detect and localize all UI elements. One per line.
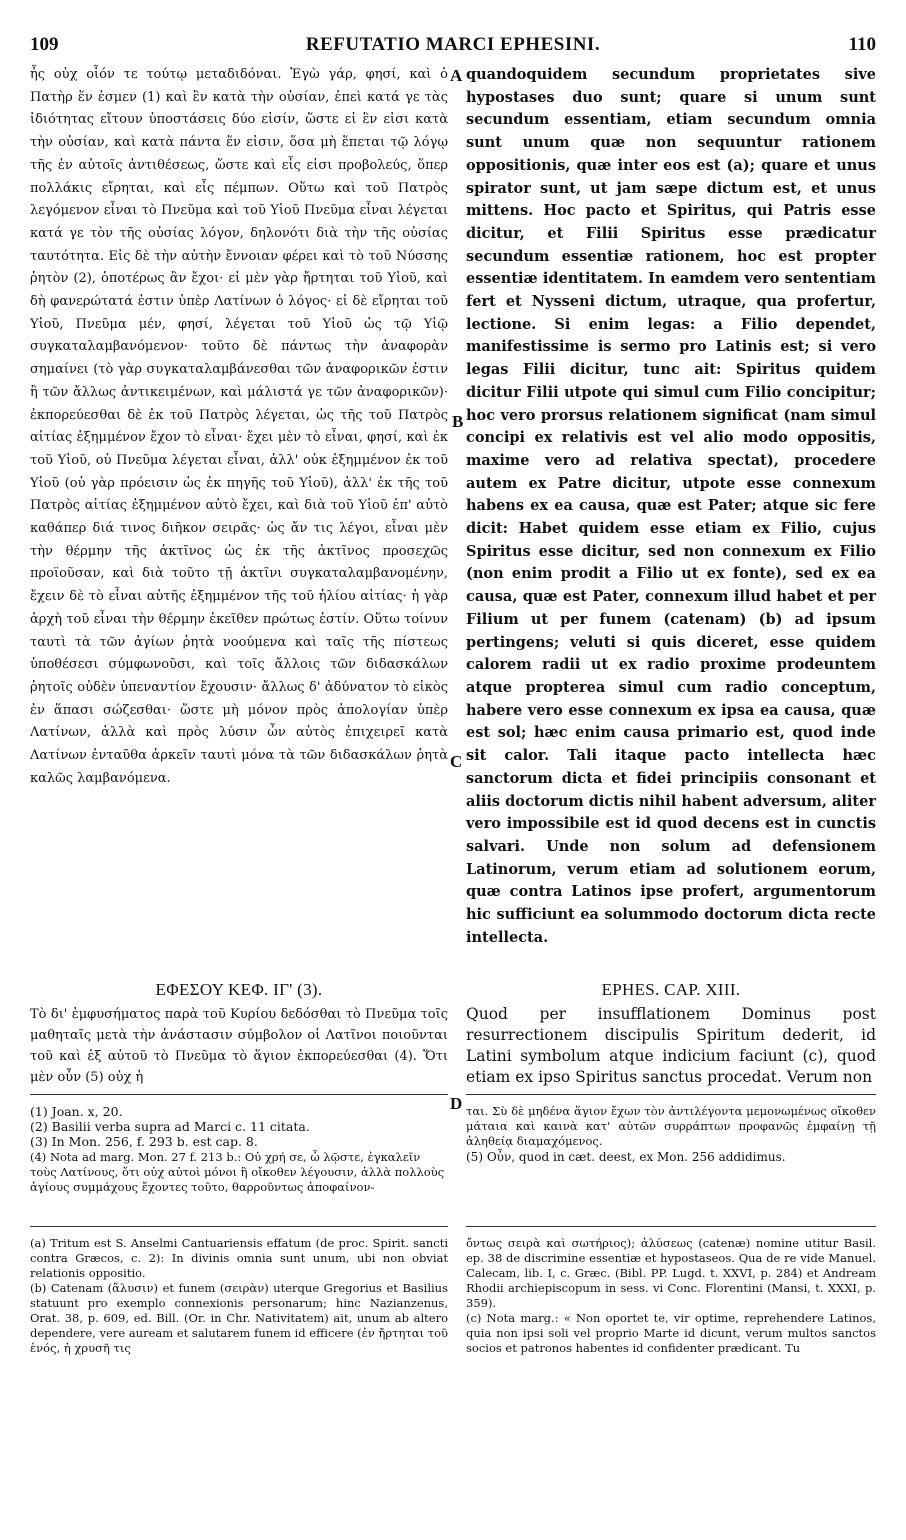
note-2: (2) Basilii verba supra ad Marci c. 11 citata. (30, 1119, 310, 1135)
footnote-a: (a) Tritum est S. Anselmi Cantuariensis effatum (de proc. Spirit. sancti contra Græcos, c. 2): In divinis omnia sunt unum, ubi non obviat relationis oppositio. (30, 1236, 448, 1280)
notes-rule-left (30, 1094, 448, 1095)
footnotes-rule-right (466, 1226, 876, 1227)
notes-right (466, 1104, 876, 1165)
greek-text-second: Τὸ δι' ἐμφυσήματος παρὰ τοῦ Κυρίου δεδόσθαι τὸ Πνεῦμα τοῖς μαθηταῖς μετὰ τὴν ἀνάστασιν σύμβολον οἱ Λατῖνοι ποιοῦνται τοῦ καὶ ἐξ αὐτοῦ τὸ Πνεῦμα τὸ ἅγιον ἐκπορεύεσθαι (4). Ὅτι μὲν οὖν (5) οὐχ ἡ (30, 1007, 448, 1085)
footnote-c: (c) Nota marg.: « Non oportet te, vir optime, reprehendere Latinos, quia non ipsi soli vel proprio Marte id dicunt, verum multos sanctos socios et patronos habentes id confidenter prædicant. Tu (466, 1311, 876, 1355)
note-4: (4) Nota ad marg. Mon. 27 f. 213 b.: Οὐ χρή σε, ὦ λῷστε, ἐγκαλεῖν τοὺς Λατίνους, ὅτι οὐχ αὐτοὶ μόνοι ἢ οἴκοθεν λέγουσιν, ἀλλὰ πολλοὺς ἁγίους συμμάχους ἔχοντες τοῦτο, θαρροῦντως ἀποφαίνον- (30, 1149, 445, 1195)
latin-text-main: quandoquidem secundum proprietates sive hypostases duo sunt; quare si unum sunt secundum essentiam, etiam secundum omnia sunt unum quæ non sequuntur rationem oppositionis, quæ inter eos est (a); quare et unus spirator sunt, ut jam sæpe dictum est, et unus mittens. Hoc pacto et Spiritus, qui Patris esse dicitur, et Filii Spiritus esse prædicatur secundum essentiæ rationem, hoc est propter essentiæ identitatem. In eamdem vero sententiam fert et Nysseni dictum, utraque, qua profertur, lectione. Si enim legas: a Filio dependet, manifestissime is sermo pro Latinis est; si vero legas Filii dicitur, tunc ait: Spiritus quidem dicitur Filii utpote qui simul cum Filio concipitur; hoc vero prorsus relationem significat (nam simul concipi ex relativis est vel alio modo oppositis, maxime vero ad relativa spectat), procedere autem ex Patre dicitur, utpote esse connexum habens ex ea causa, quæ est Pater; atque sic fere dicit: Habet quidem esse etiam ex Filio, cujus Spiritus esse dicitur, sed non connexum ex Filio (non enim prodit a Filio ut ex fonte), sed ex ea causa, quæ est Pater, connexum illud habet et per Filium ut per funem (catenam) (b) ad ipsum pertingens; veluti si quis diceret, esse quidem calorem radii ut ex radio proxime prodeuntem atque propterea simul cum radio conceptum, habere vero esse connexum ex ipsa ea causa, quæ est sol; hæc enim causa primario est, quod inde sit calor. Tali itaque pacto intellecta hæc sanctorum dicta et fidei principiis consonant et aliis doctorum dictis nihil habent adversum, aliter vero impossibile est id quod decens est in cunctis salvari. Unde non solum ad defensionem Latinorum, verum etiam ad solutionem eorum, quæ contra Latinos ipse profert, argumentorum hic sufficiunt ea solummodo doctorum dicta recte intellecta. (466, 66, 876, 946)
footnotes-left (30, 1236, 448, 1356)
notes-rule-right (466, 1094, 876, 1095)
margin-letter-a: A (450, 66, 463, 85)
page-number-left: 109 (30, 34, 59, 55)
notes-left (30, 1104, 448, 1195)
running-title: REFUTATIO MARCI EPHESINI. (305, 34, 601, 55)
section-heading-greek: ΕΦΕΣΟΥ ΚΕΦ. ΙΓ' (3). (155, 980, 323, 999)
running-header (30, 34, 876, 60)
margin-letter-d: D (450, 1094, 463, 1113)
greek-column-main (30, 64, 448, 791)
latin-column-second (466, 1004, 876, 1088)
note-5: (5) Οὖν, quod in cæt. deest, ex Mon. 256 addidimus. (466, 1149, 786, 1164)
note-3: (3) In Mon. 256, f. 293 b. est cap. 8. (30, 1134, 258, 1150)
page-number-right: 110 (848, 34, 876, 55)
note-4-continued: ται. Σὺ δὲ μηδένα ἅγιον ἔχων τὸν ἀντιλέγοντα μεμονωμένως οἴκοθεν μάταια καὶ καινὰ κατ' αὐτῶν συρράπτων προφανῶς ἐμφαίνῃ τῇ ἀληθείᾳ διαμαχόμενος. (466, 1104, 876, 1149)
latin-column-main (466, 64, 876, 949)
footnotes-rule-left (30, 1226, 448, 1227)
greek-column-second (30, 1004, 448, 1088)
margin-letter-b: B (452, 412, 464, 431)
latin-text-second: Quod per insufflationem Dominus post resurrectionem discipulis Spiritum dederit, id Latini symbolum atque indicium faciunt (c), quod etiam ex ipso Spiritus sanctus procedat. Verum non (466, 1005, 876, 1086)
footnote-b: (b) Catenam (ἅλυσιν) et funem (σειρὰν) uterque Gregorius et Basilius statuunt pro exemplo connexionis personarum; hinc Nazianzenus, Orat. 38, p. 609, ed. Bill. (Or. in Chr. Nativitatem) ait, unum ab altero dependere, vere auream et salutarem funem id efficere (ἐν ἤρτηται τοῦ ἑνός, ἡ χρυσῆ τις (30, 1281, 448, 1355)
footnote-b-continued: ὄντως σειρὰ καὶ σωτήριος); ἀλύσεως (catenæ) nomine utitur Basil. ep. 38 de discrimine essentiæ et hypostaseos. Qua de re vide Manuel. Calecam, lib. I, c. Græc. (Bibl. PP. Lugd. t. XXVI, p. 284) et Andream Rhodii archiepiscopum in sess. vi Conc. Florentini (Mansi, t. XXXI, p. 359). (466, 1236, 876, 1310)
footnotes-right (466, 1236, 876, 1356)
section-heading-latin: EPHES. CAP. XIII. (601, 980, 741, 999)
greek-text-main: ἧς οὐχ οἷόν τε τούτῳ μεταδιδόναι. Ἐγὼ γάρ, φησί, καὶ ὁ Πατὴρ ἕν ἐσμεν (1) καὶ ἓν κατὰ τὴν οὐσίαν, ἐπεὶ κατά γε τὰς ἰδιότητας εἴτουν ὑποστάσεις δύο εἰσίν, ὥστε εἰ ἓν εἰσι κατὰ τὴν οὐσίαν, καὶ κατὰ πάντα ἕν εἰσιν, ὅσα μὴ ἕπεται τῷ λόγῳ τῆς ἐν αὐτοῖς ἀντιθέσεως, ὥστε καὶ εἷς εἰσι προβολεύς, ὅπερ πολλάκις εἴρηται, καὶ εἷς πέμπων. Οὕτω καὶ τοῦ Πατρὸς λεγόμενον εἶναι τὸ Πνεῦμα καὶ τοῦ Υἱοῦ Πνεῦμα εἶναι λέγεται κατά γε τὸν τῆς οὐσίας λόγον, δηλονότι διὰ τὴν τῆς οὐσίας ταυτότητα. Εἰς δὲ τὴν αὐτὴν ἔννοιαν φέρει καὶ τὸ τοῦ Νύσσης ῥητὸν (2), ὁποτέρως ἂν ἔχοι· εἰ μὲν γὰρ ἤρτηται τοῦ Υἱοῦ, καὶ δὴ φανερώτατά ἐστιν ὑπὲρ Λατίνων ὁ λόγος· εἰ δὲ εἴρηται τοῦ Υἱοῦ, Πνεῦμα μέν, φησί, λέγεται τοῦ Υἱοῦ ὡς τῷ Υἱῷ συγκαταλαμβανόμενον· τοῦτο δὲ πάντως τὴν ἀναφορὰν σημαίνει (τὸ γὰρ συγκαταλαμβάνεσθαι τῶν ἀναφορικῶν ἐστιν ἢ τῶν ἄλλως ἀντικειμένων, καὶ μάλιστά γε τῶν ἀναφορικῶν)· ἐκπορεύεσθαι δὲ ἐκ τοῦ Πατρὸς λέγεται, ὡς τῆς τοῦ Πατρὸς αἰτίας ἐξημμένον ἔχον τὸ εἶναι· ἔχει μὲν τὸ εἶναι, φησί, καὶ ἐκ τοῦ Υἱοῦ, οὐ Πνεῦμα λέγεται εἶναι, ἀλλ' οὐκ ἐξημμένον ἐκ τοῦ Υἱοῦ (οὐ γὰρ πρόεισιν ὡς ἐκ πηγῆς τοῦ Υἱοῦ), ἀλλ' ἐκ τῆς τοῦ Πατρὸς αἰτίας ἐξημμένον αὐτὸ ἔχει, καὶ διὰ τοῦ Υἱοῦ ἐπ' αὐτὸ καθάπερ διά τινος διῆκον σειρᾶς· ὡς ἄν τις λέγοι, εἶναι μὲν τὴν θέρμην τῆς ἀκτῖνος ὡς ἐκ τῆς ἀκτῖνος προσεχῶς προϊοῦσαν, καὶ διὰ τοῦτο τῇ ἀκτῖνι συγκαταλαμβανομένην, ἔχειν δὲ τὸ εἶναι αὐτῆς ἐξημμένον τῆς τοῦ ἡλίου αἰτίας· ἡ γὰρ ἀρχὴ τοῦ εἶναι τὴν θέρμην ἐκεῖθεν πρώτως ἐστίν. Οὕτω τοίνυν ταυτὶ τὰ τῶν ἁγίων ῥητὰ νοούμενα καὶ ταῖς τῆς πίστεως ὑποθέσεσι σύμφωνοῦσι, καὶ τοῖς ἄλλοις τῶν διδασκάλων ῥητοῖς οὐδὲν ὑπεναντίον ἔχουσιν· ἄλλως δ' ἀδύνατον τὸ εἰκὸς ἐν ἅπασι σώζεσθαι· ὥστε μὴ μόνον πρὸς ἀπολογίαν ὑπὲρ Λατίνων, ἀλλὰ καὶ πρὸς λύσιν ὧν αὐτὸς ἐπιχειρεῖ κατὰ Λατίνων ἐνταῦθα ἀρκεῖν ταυτὶ μόνα τὰ τῶν διδασκάλων ῥητὰ καλῶς λαμβανόμενα. (30, 67, 448, 786)
note-1: (1) Joan. x, 20. (30, 1104, 123, 1119)
margin-letter-c: C (450, 752, 463, 771)
